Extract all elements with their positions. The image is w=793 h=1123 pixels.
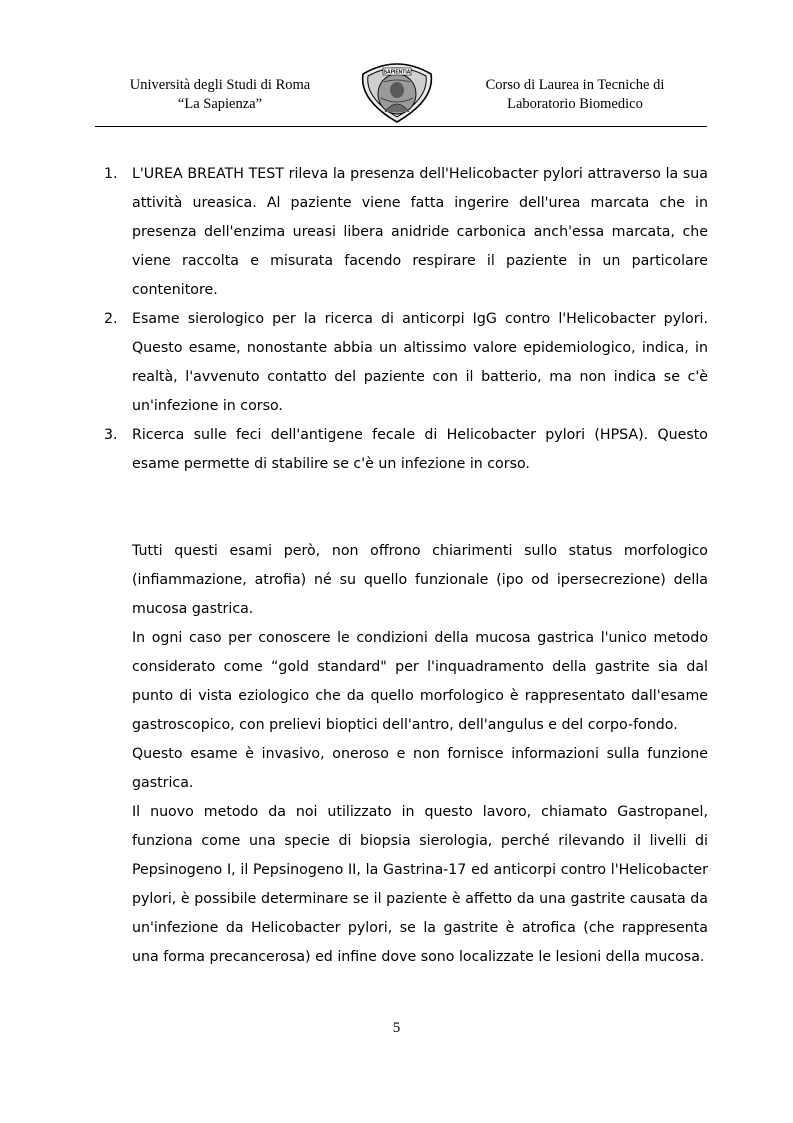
header-university-line2: “La Sapienza” (177, 96, 263, 112)
header-course-line2: Laboratorio Biomedico (507, 96, 643, 112)
page-number: 5 (392, 1020, 401, 1036)
header-course (455, 76, 695, 114)
list-item-text: L'UREA BREATH TEST rileva la presenza dell'Helicobacter pylori attraverso la sua attività ureasica. Al paziente viene fatta ingerire dell'urea marcata che in presenza dell'enzima ureasi libera anidride carbonica anch'essa marcata, che viene raccolta e misurata facendo respirare il paziente in un particolare contenitore. (132, 166, 708, 298)
list-item (104, 160, 708, 305)
paragraph: Questo esame è invasivo, oneroso e non fornisce informazioni sulla funzione gastrica. (132, 746, 708, 791)
header-course-line1: Corso di Laurea in Tecniche di (485, 77, 665, 93)
paragraph-spacer (104, 479, 708, 537)
header-divider (95, 126, 707, 127)
list-item-number: 1. (104, 166, 118, 182)
list-item (104, 421, 708, 479)
paragraph: In ogni caso per conoscere le condizioni della mucosa gastrica l'unico metodo considerato come “gold standard" per l'inquadramento della gastrite sia dal punto di vista eziologico che da quello morfologico è rappresentato dall'esame gastroscopico, con prelievi bioptici dell'antro, dell'angulus e del corpo-fondo. (132, 630, 708, 733)
document-body (104, 160, 708, 972)
list-item-text: Ricerca sulle feci dell'antigene fecale di Helicobacter pylori (HPSA). Questo esame permette di stabilire se c'è un infezione in corso. (132, 427, 708, 472)
university-seal-logo (357, 60, 437, 124)
list-item (104, 305, 708, 421)
seal-inscription: SAPIENTIA (383, 69, 411, 76)
list-item-number: 2. (104, 311, 118, 327)
header-university (100, 76, 340, 114)
list-item-number: 3. (104, 427, 118, 443)
list-item-text: Esame sierologico per la ricerca di anticorpi IgG contro l'Helicobacter pylori. Questo esame, nonostante abbia un altissimo valore epidemiologico, indica, in realtà, l'avvenuto contatto del paziente con il batterio, ma non indica se c'è un'infezione in corso. (132, 311, 708, 414)
header-university-line1: Università degli Studi di Roma (129, 77, 311, 93)
paragraph: Tutti questi esami però, non offrono chiarimenti sullo status morfologico (infiammazione, atrofia) né su quello funzionale (ipo od ipersecrezione) della mucosa gastrica. (132, 543, 708, 617)
paragraph: Il nuovo metodo da noi utilizzato in questo lavoro, chiamato Gastropanel, funziona come una specie di biopsia sierologia, perché rilevando il livelli di Pepsinogeno I, il Pepsinogeno II, la Gastrina-17 ed anticorpi contro l'Helicobacter pylori, è possibile determinare se il paziente è affetto da una gastrite causata da un'infezione da Helicobacter pylori, se la gastrite è atrofica (che rappresenta una forma precancerosa) ed infine dove sono localizzate le lesioni della mucosa. (132, 804, 708, 965)
